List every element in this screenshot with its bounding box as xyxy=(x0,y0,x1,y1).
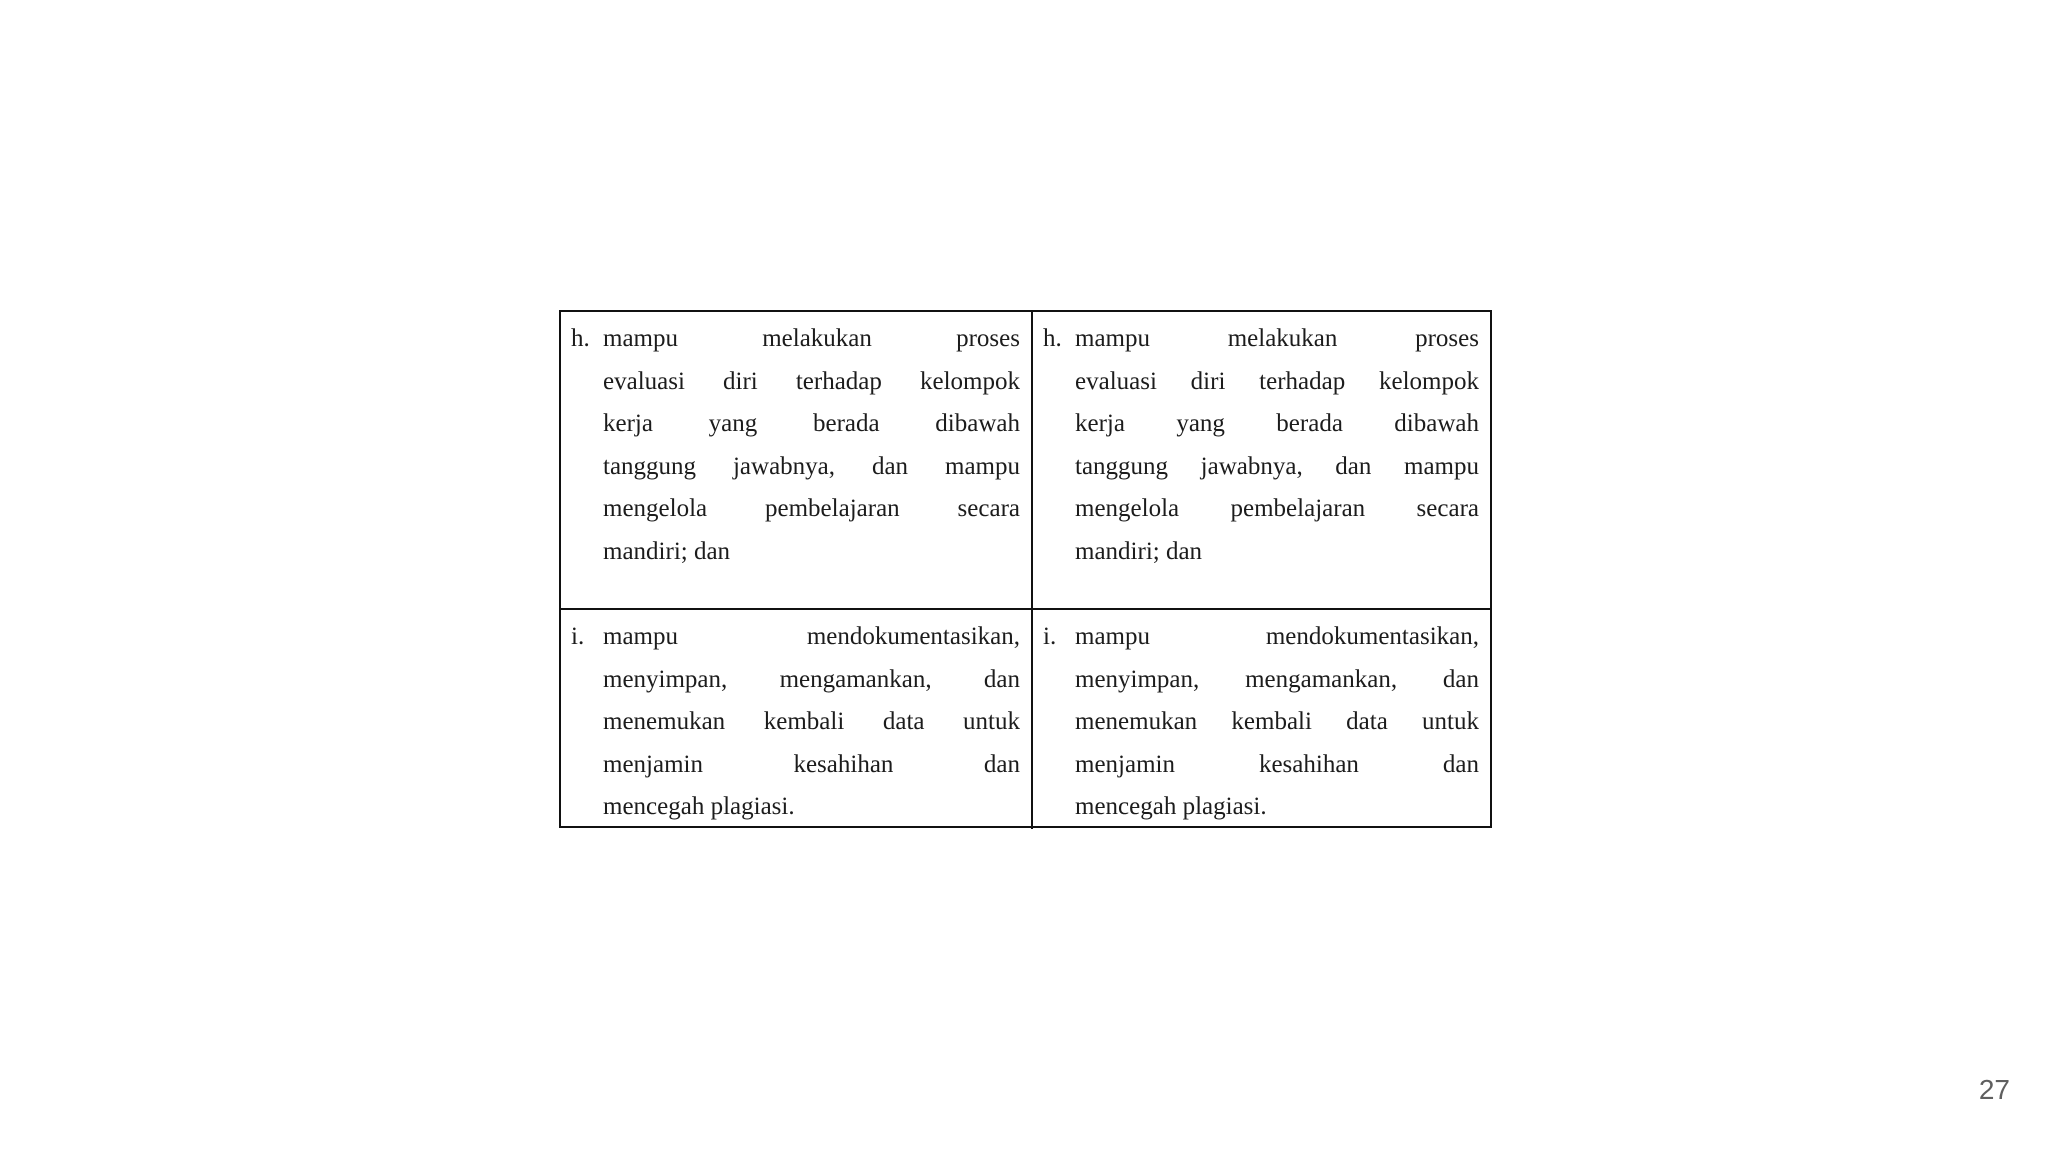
text-line: menemukan kembali data untuk xyxy=(1075,708,1479,736)
cell-text xyxy=(1075,318,1479,574)
document-table xyxy=(559,310,1492,828)
table-cell-h-left xyxy=(561,312,1033,610)
cell-text xyxy=(1075,616,1479,829)
table-cell-i-left xyxy=(561,610,1033,829)
text-line: tanggung jawabnya, dan mampu xyxy=(1075,452,1479,480)
table-cell-i-right xyxy=(1033,610,1490,829)
text-line: evaluasi diri terhadap kelompok xyxy=(1075,367,1479,395)
text-line: mampu melakukan proses xyxy=(1075,325,1479,352)
text-line: kerja yang berada dibawah xyxy=(1075,410,1479,438)
text-line: menemukan kembali data untuk xyxy=(603,708,1020,736)
text-line: menjamin kesahihan dan xyxy=(1075,750,1479,778)
text-line: menyimpan, mengamankan, dan xyxy=(1075,665,1479,693)
cell-text xyxy=(603,318,1020,574)
page-number: 27 xyxy=(1978,1074,2010,1105)
text-line: tanggung jawabnya, dan mampu xyxy=(603,452,1020,480)
text-line: mengelola pembelajaran secara xyxy=(1075,495,1479,523)
text-line: mandiri; dan xyxy=(1075,537,1203,565)
list-marker: i. xyxy=(571,623,585,650)
text-line: mandiri; dan xyxy=(603,537,731,565)
text-line: mampu mendokumentasikan, xyxy=(1075,623,1479,650)
list-marker: i. xyxy=(1043,623,1057,650)
text-line: menjamin kesahihan dan xyxy=(603,750,1020,778)
text-line: evaluasi diri terhadap kelompok xyxy=(603,367,1020,395)
text-line: mampu mendokumentasikan, xyxy=(603,623,1020,650)
cell-text xyxy=(603,616,1020,829)
text-line: mencegah plagiasi. xyxy=(603,793,795,821)
list-marker: h. xyxy=(571,325,590,352)
text-line: mengelola pembelajaran secara xyxy=(603,495,1020,523)
list-marker: h. xyxy=(1043,325,1062,352)
table-cell-h-right xyxy=(1033,312,1490,610)
text-line: kerja yang berada dibawah xyxy=(603,410,1020,438)
text-line: mencegah plagiasi. xyxy=(1075,793,1267,821)
text-line: mampu melakukan proses xyxy=(603,325,1020,352)
text-line: menyimpan, mengamankan, dan xyxy=(603,665,1020,693)
